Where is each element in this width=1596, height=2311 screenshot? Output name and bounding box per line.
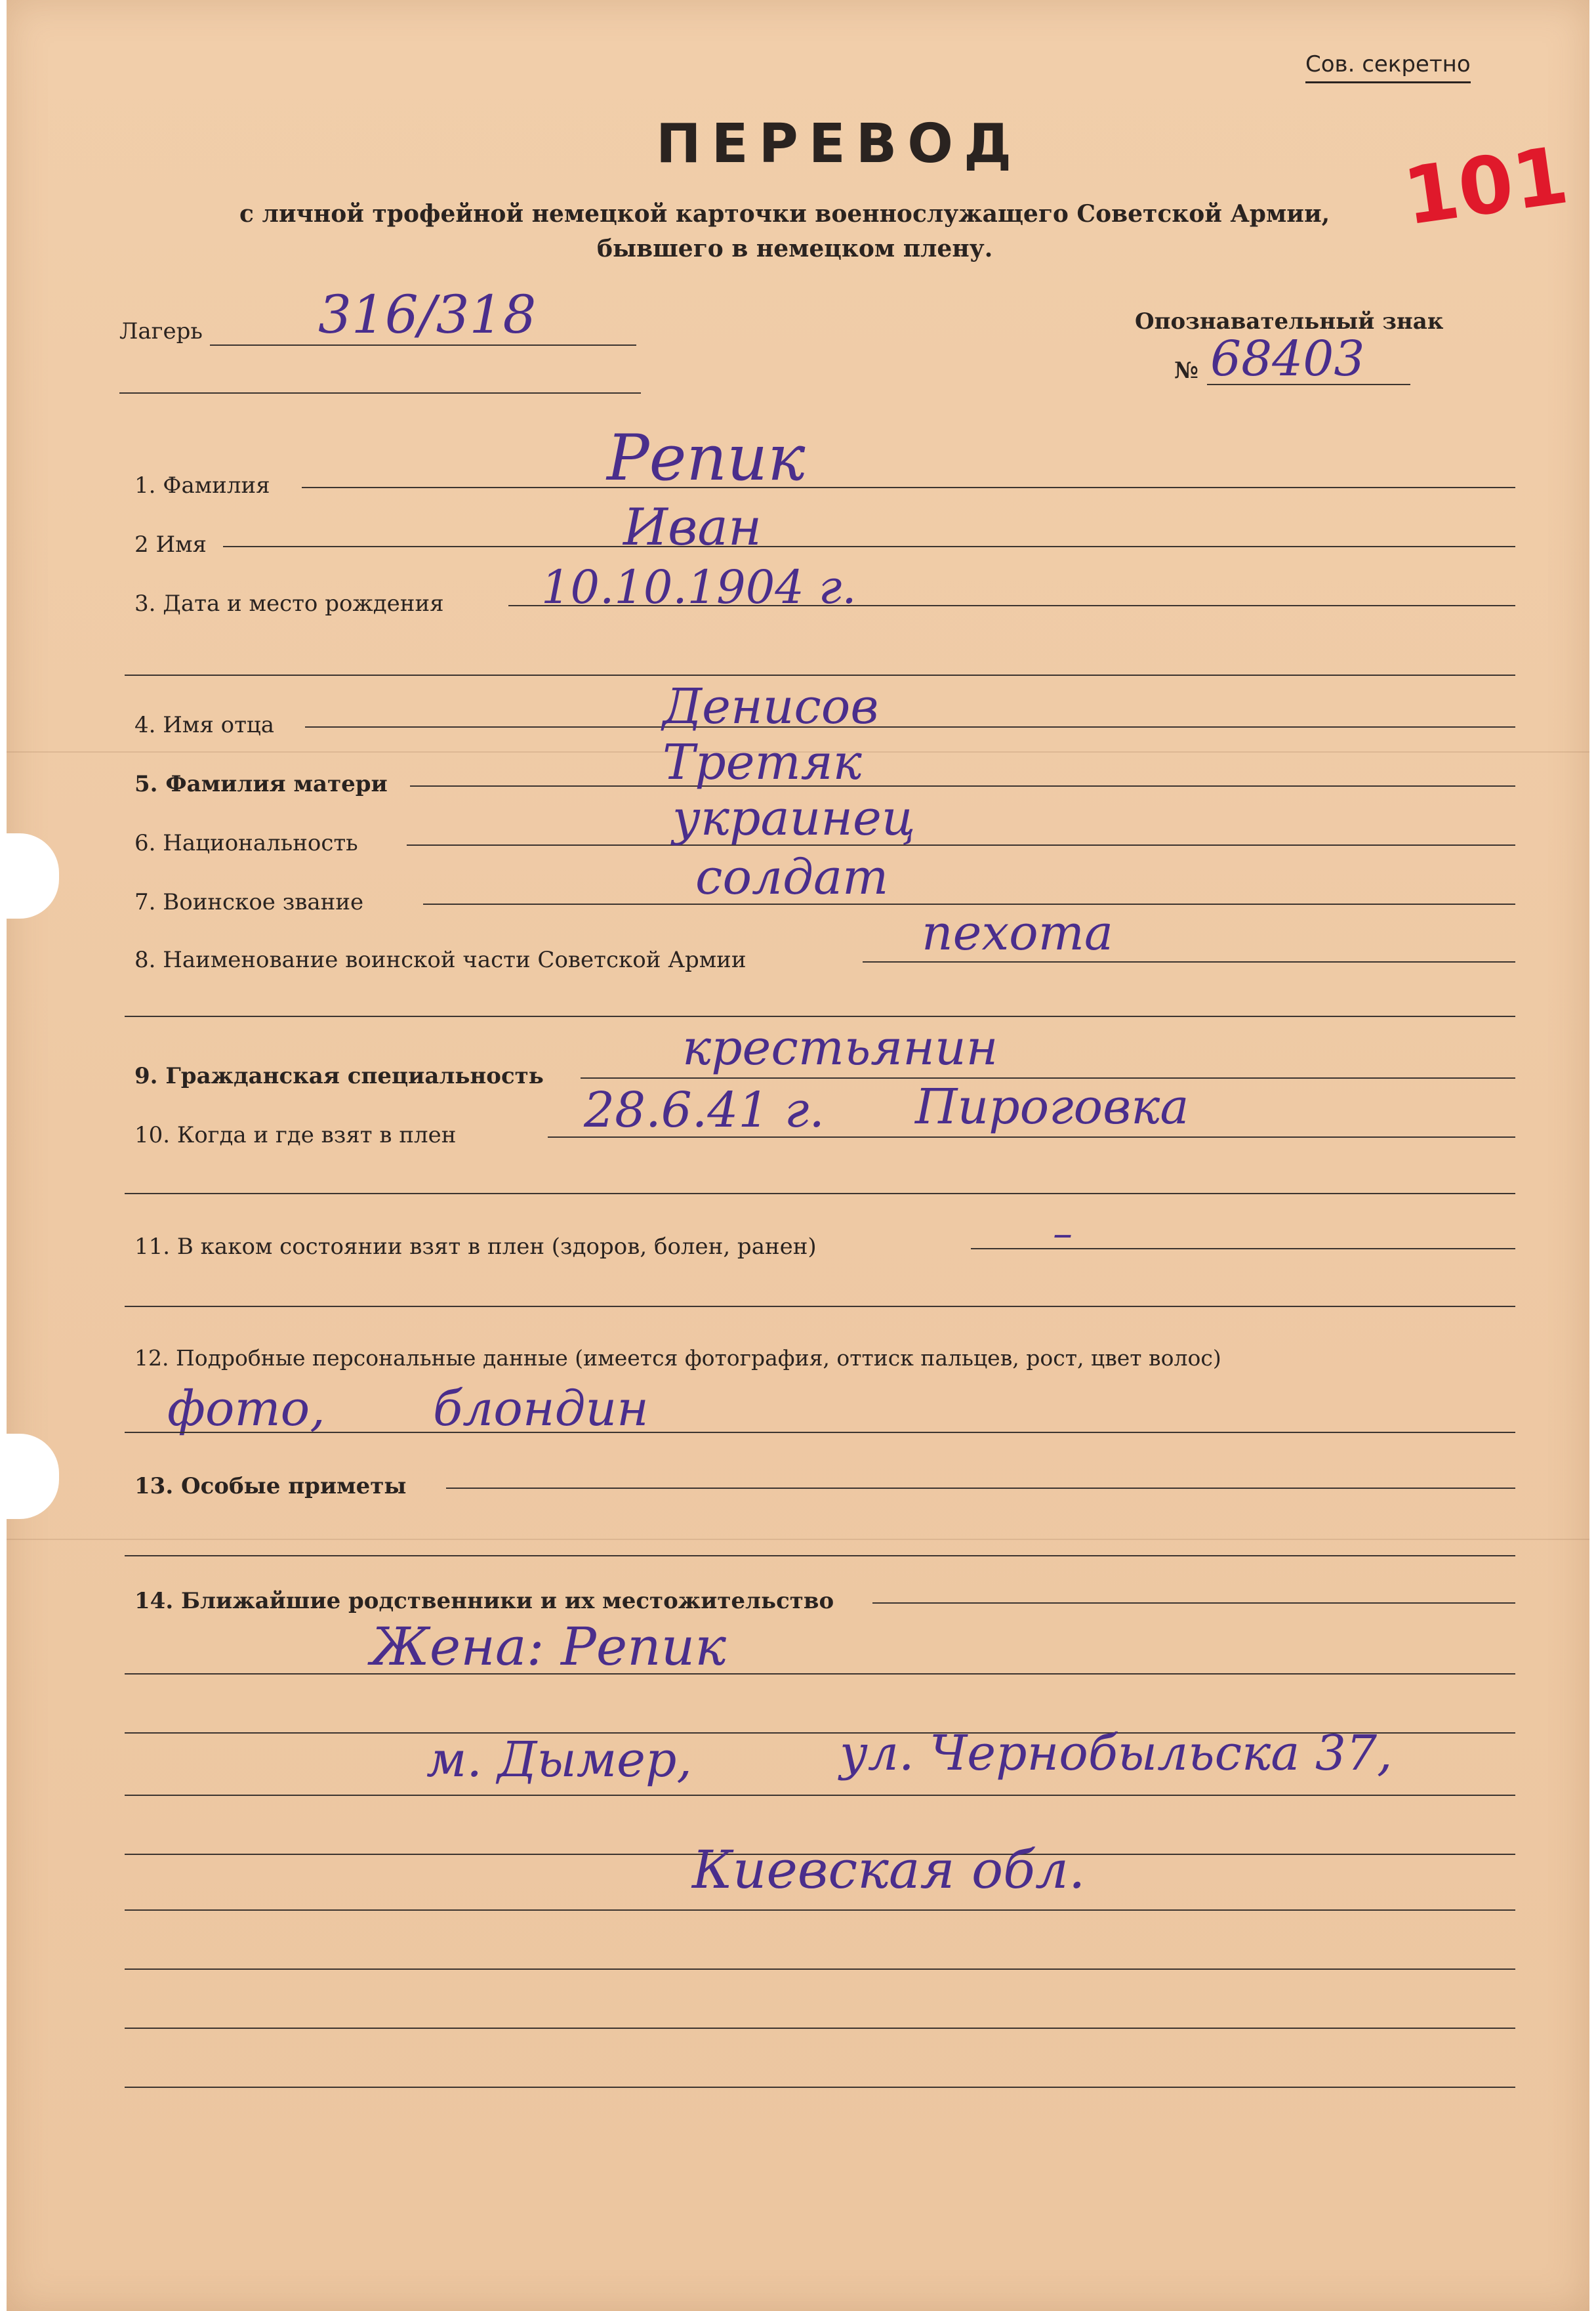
- document-subtitle: бывшего в немецком плену.: [597, 235, 993, 262]
- field-condition-label: 11. В каком состоянии взят в плен (здоров, болен, ранен): [134, 1234, 817, 1260]
- field-nationality-value: украинец: [672, 790, 916, 846]
- paper-notch: [7, 1434, 59, 1519]
- id-tag-label: Опознавательный знак: [1135, 308, 1444, 335]
- field-nationality-label: 6. Национальность: [134, 830, 358, 856]
- field-captured-line-2: [125, 1193, 1515, 1194]
- file-number-mark: 101: [1398, 130, 1574, 243]
- relatives-ruled-line: [125, 2087, 1515, 2088]
- field-birth-label: 3. Дата и место рождения: [134, 591, 444, 617]
- field-unit-line-2: [125, 1016, 1515, 1017]
- field-mother-label: 5. Фамилия матери: [134, 771, 388, 797]
- document-subtitle: с личной трофейной немецкой карточки военнослужащего Советской Армии,: [239, 200, 1330, 228]
- id-tag-value: 68403: [1210, 331, 1365, 387]
- camp-line-2: [119, 392, 641, 394]
- paper-fold: [7, 1539, 1589, 1540]
- relatives-ruled-line: [125, 2028, 1515, 2029]
- field-captured-place: Пироговка: [915, 1079, 1189, 1135]
- relatives-ruled-line: [125, 1795, 1515, 1796]
- field-relatives-line2b: ул. Чернобыльска 37,: [840, 1725, 1393, 1781]
- field-relatives-line: [872, 1602, 1515, 1604]
- field-occupation-label: 9. Гражданская специальность: [134, 1063, 544, 1089]
- field-name-value: Иван: [623, 498, 762, 557]
- paper-notch: [7, 833, 59, 919]
- field-features-line-2: [125, 1555, 1515, 1556]
- field-father-label: 4. Имя отца: [134, 712, 275, 738]
- document-page: [7, 0, 1589, 2311]
- field-surname-line: [302, 487, 1515, 488]
- camp-label: Лагерь: [119, 318, 203, 344]
- field-birth-value: 10.10.1904 г.: [541, 560, 857, 614]
- field-personal-data-label: 12. Подробные персональные данные (имеется фотография, оттиск пальцев, рост, цвет волос): [134, 1345, 1221, 1371]
- field-father-value: Денисов: [663, 678, 879, 735]
- field-father-line: [305, 726, 1515, 728]
- field-nationality-line: [407, 844, 1515, 846]
- field-unit-value: пехота: [922, 905, 1114, 961]
- field-personal-data-value-2: блондин: [433, 1381, 649, 1437]
- field-name-label: 2 Имя: [134, 531, 207, 558]
- field-relatives-line2a: м. Дымер,: [426, 1732, 692, 1788]
- field-condition-value: –: [1053, 1211, 1073, 1257]
- field-condition-line-2: [125, 1306, 1515, 1307]
- field-rank-value: солдат: [695, 849, 889, 906]
- field-birth-line-2: [125, 675, 1515, 676]
- field-occupation-value: крестьянин: [682, 1020, 998, 1076]
- field-mother-line: [410, 785, 1515, 787]
- relatives-ruled-line: [125, 1968, 1515, 1970]
- classification-stamp: Сов. секретно: [1305, 51, 1471, 83]
- field-captured-label: 10. Когда и где взят в плен: [134, 1122, 457, 1148]
- field-surname-value: Репик: [607, 421, 806, 495]
- field-relatives-line1: Жена: Репик: [371, 1616, 726, 1677]
- relatives-ruled-line: [125, 1909, 1515, 1911]
- field-rank-label: 7. Воинское звание: [134, 889, 364, 915]
- field-relatives-label: 14. Ближайшие родственники и их местожительство: [134, 1588, 834, 1614]
- field-features-label: 13. Особые приметы: [134, 1473, 407, 1499]
- field-personal-data-value-1: фото,: [167, 1381, 325, 1437]
- field-name-line: [223, 546, 1515, 547]
- field-features-line: [446, 1488, 1515, 1489]
- field-surname-label: 1. Фамилия: [134, 472, 270, 499]
- field-unit-line: [863, 961, 1515, 963]
- id-tag-number-prefix: №: [1174, 358, 1198, 384]
- field-relatives-line3: Киевская обл.: [692, 1839, 1086, 1900]
- document-title: ПЕРЕВОД: [656, 113, 1022, 175]
- field-unit-label: 8. Наименование воинской части Советской Армии: [134, 947, 747, 973]
- relatives-ruled-line: [125, 1673, 1515, 1675]
- field-mother-value: Третяк: [663, 734, 862, 791]
- camp-value: 316/318: [318, 284, 537, 345]
- field-personal-data-line: [125, 1432, 1515, 1433]
- field-captured-date: 28.6.41 г.: [584, 1082, 825, 1138]
